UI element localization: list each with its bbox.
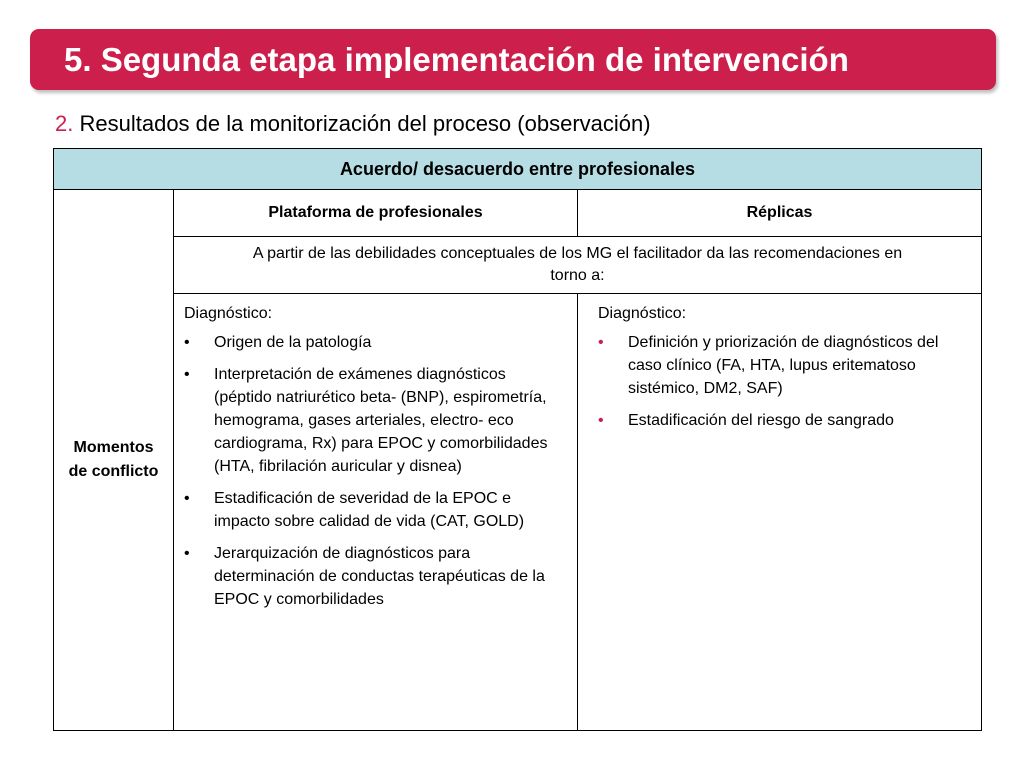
intro-cell: A partir de las debilidades conceptuales de los MG el facilitador da las recomendaciones en torno a: [174,237,982,294]
list-item-text: Origen de la patología [214,334,372,351]
page-title: 5. Segunda etapa implementación de intervención [64,41,849,78]
list-item [184,331,567,354]
agreement-table [53,148,982,731]
subtitle-number: 2. [55,111,74,136]
right-content-cell [578,294,982,731]
list-item [184,363,567,478]
subtitle [55,110,651,138]
right-list [598,331,971,432]
list-item-text: Estadificación del riesgo de sangrado [628,412,894,429]
left-list [184,331,567,611]
list-item [598,409,971,432]
list-item-text: Jerarquización de diagnósticos para determinación de conductas terapéuticas de la EPOC y comorbilidades [214,545,545,608]
list-item [184,542,567,611]
list-item-text: Interpretación de exámenes diagnósticos (péptido natriurético beta- (BNP), espirometría, hemograma, gases arteriales, electro- eco cardiograma, Rx) para EPOC y comorbilidades (HTA, fibrilación auricular y disnea) [214,366,548,475]
list-item-text: Estadificación de severidad de la EPOC e impacto sobre calidad de vida (CAT, GOLD) [214,490,525,530]
row-label-text: Momentos de conflicto [68,439,159,480]
bullet: • [184,490,190,507]
right-content-title: Diagnóstico: [598,305,687,322]
bullet: • [598,412,604,429]
list-item-text: Definición y priorización de diagnósticos del caso clínico (FA, HTA, lupus eritematoso sistémico, DM2, SAF) [628,334,939,397]
row-label [54,190,174,731]
bullet: • [184,366,190,383]
subtitle-text: Resultados de la monitorización del proceso (observación) [79,111,651,136]
bullet: • [184,334,190,351]
col-heading-plataforma: Plataforma de profesionales [174,190,578,237]
table-heading: Acuerdo/ desacuerdo entre profesionales [54,149,982,190]
bullet: • [598,334,604,351]
left-content-cell [174,294,578,731]
title-bar [30,29,996,90]
list-item [598,331,971,400]
bullet: • [184,545,190,562]
left-content-title: Diagnóstico: [184,305,273,322]
list-item [184,487,567,533]
col-heading-replicas: Réplicas [578,190,982,237]
